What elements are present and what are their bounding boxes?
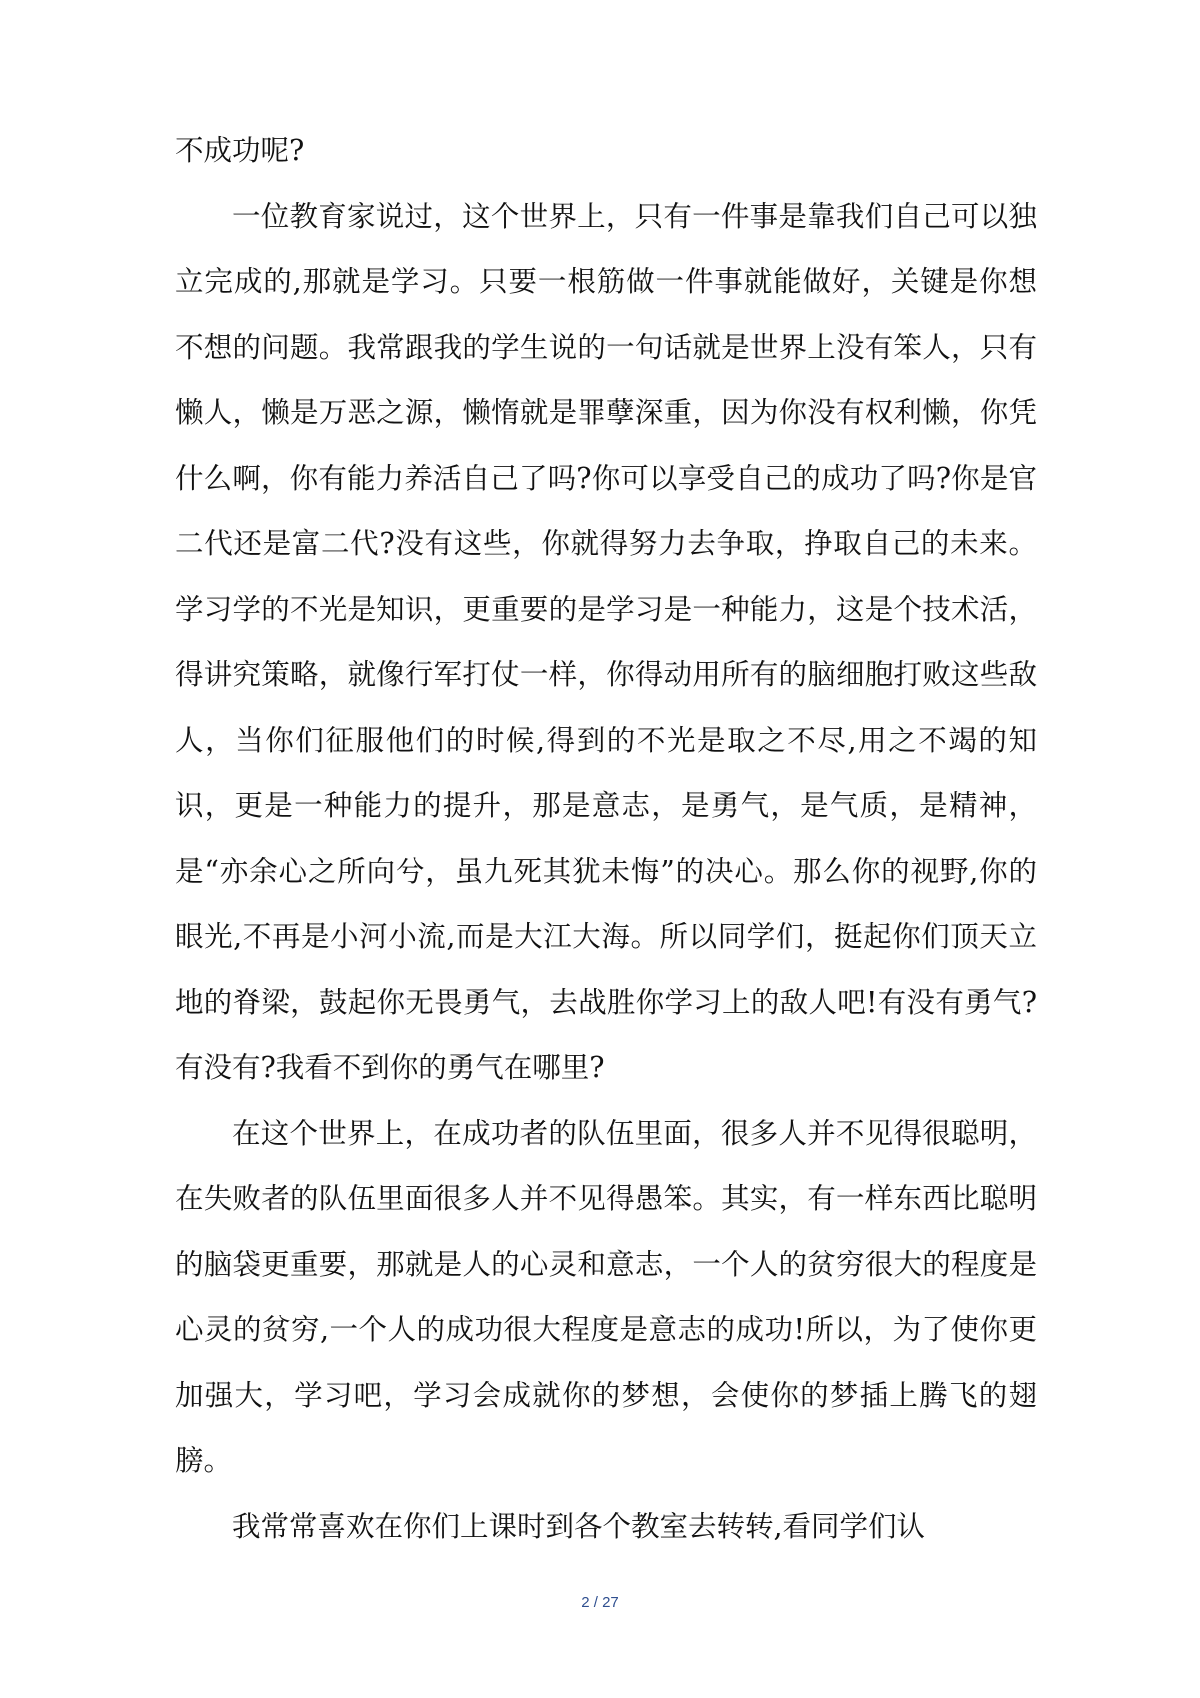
document-body: [175, 118, 1037, 1559]
page-number: 2 / 27: [581, 1594, 619, 1611]
paragraph-learning: 一位教育家说过，这个世界上，只有一件事是靠我们自己可以独立完成的,那就是学习。只要一根筋做一件事就能做好，关键是你想不想的问题。我常跟我的学生说的一句话就是世界上没有笨人，只有懒人，懒是万恶之源，懒惰就是罪孽深重，因为你没有权利懒，你凭什么啊，你有能力养活自己了吗?你可以享受自己的成功了吗?你是官二代还是富二代?没有这些，你就得努力去争取，挣取自己的未来。学习学的不光是知识，更重要的是学习是一种能力，这是个技术活，得讲究策略，就像行军打仗一样，你得动用所有的脑细胞打败这些敌人，当你们征服他们的时候,得到的不光是取之不尽,用之不竭的知识，更是一种能力的提升，那是意志，是勇气，是气质，是精神，是“亦余心之所向兮，虽九死其犹未悔”的决心。那么你的视野,你的眼光,不再是小河小流,而是大江大海。所以同学们，挺起你们顶天立地的脊梁，鼓起你无畏勇气，去战胜你学习上的敌人吧!有没有勇气?有没有?我看不到你的勇气在哪里?: [175, 199, 1037, 1084]
paragraph-continuation: 不成功呢?: [175, 134, 305, 167]
paragraph-classroom: 我常常喜欢在你们上课时到各个教室去转转,看同学们认: [232, 1509, 926, 1543]
paragraph-success: 在这个世界上，在成功者的队伍里面，很多人并不见得很聪明，在失败者的队伍里面很多人并不见得愚笨。其实，有一样东西比聪明的脑袋更重要，那就是人的心灵和意志，一个人的贫穷很大的程度是心灵的贫穷,一个人的成功很大程度是意志的成功!所以，为了使你更加强大，学习吧，学习会成就你的梦想，会使你的梦插上腾飞的翅膀。: [175, 1116, 1037, 1477]
